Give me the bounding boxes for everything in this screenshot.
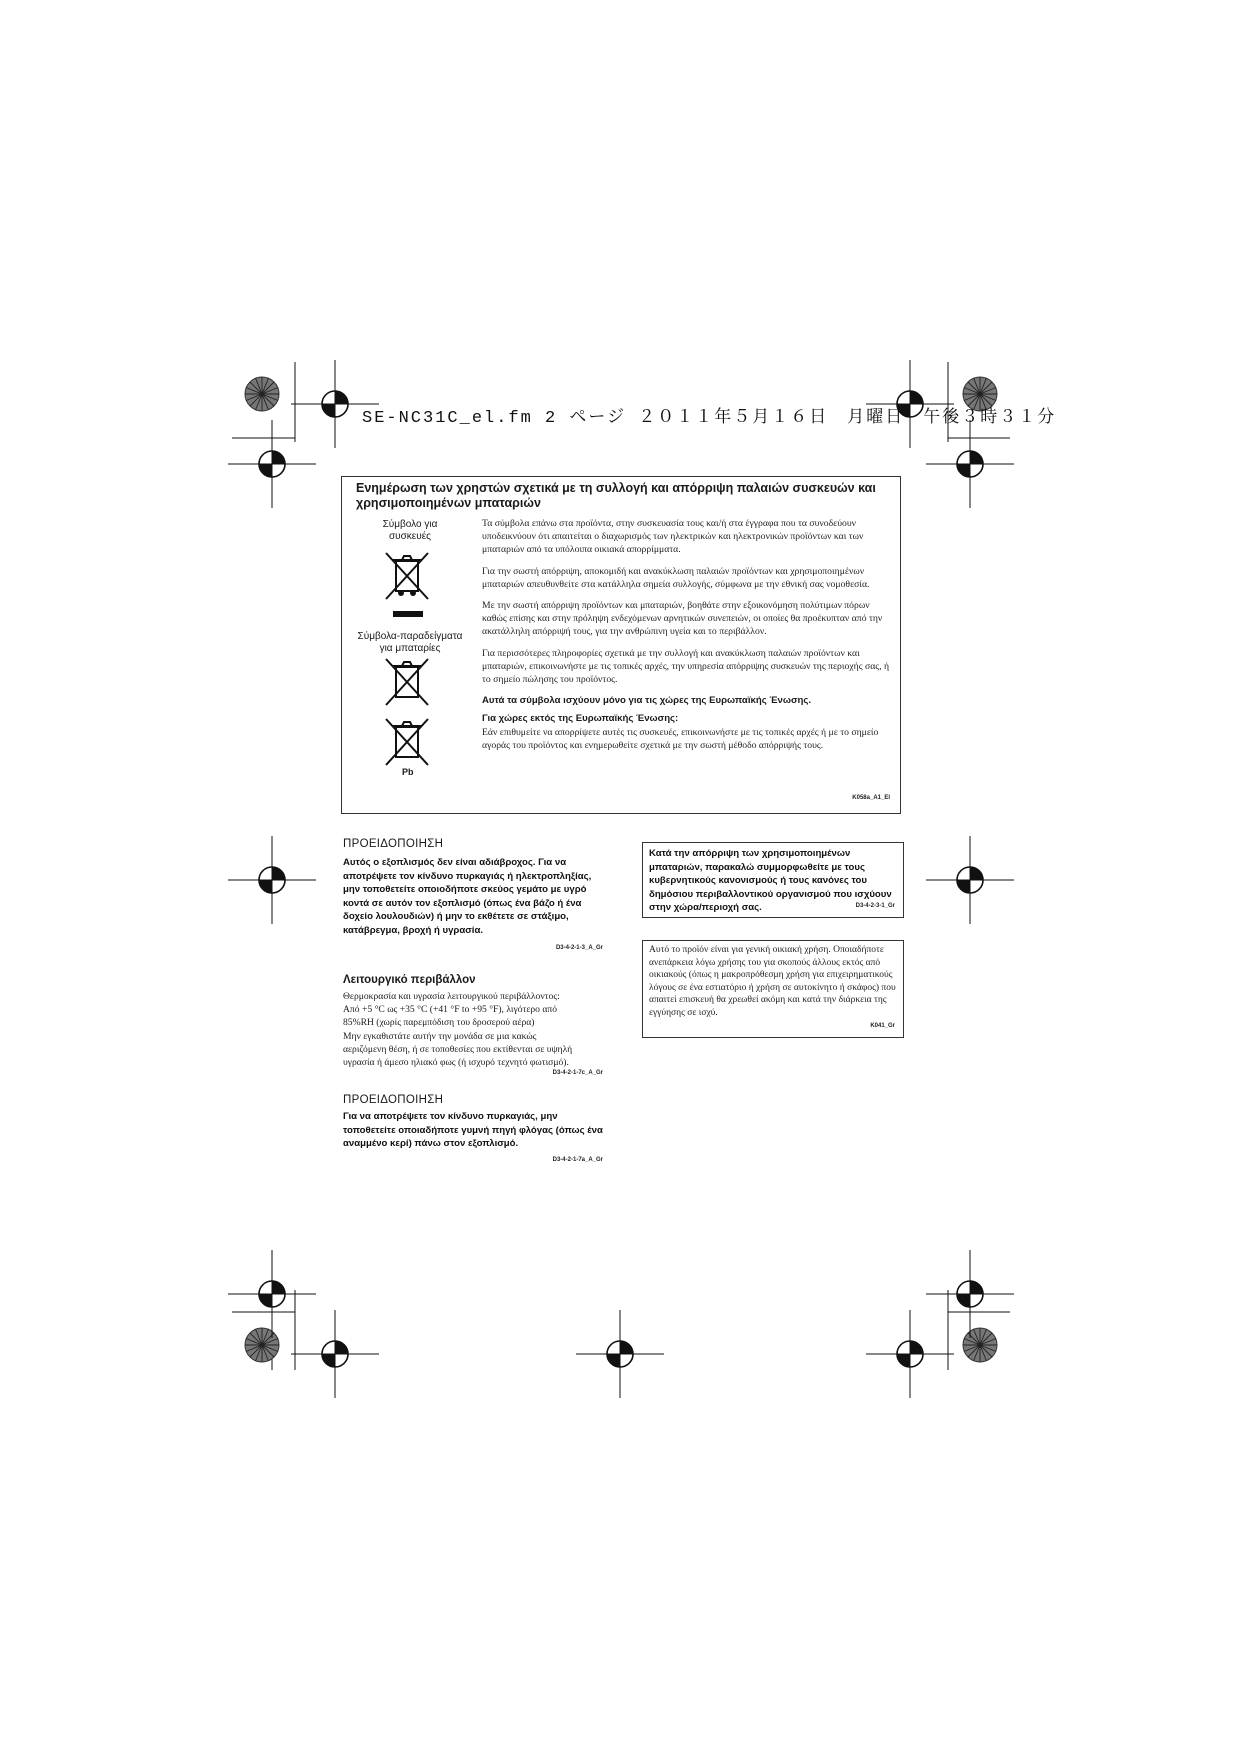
pb-label: Pb bbox=[402, 767, 414, 777]
crossed-pb-bin-icon bbox=[382, 717, 434, 769]
disposal-text-column bbox=[482, 517, 894, 761]
environment-text: Θερμοκρασία και υγρασία λειτουργικού περιβάλλοντος: Από +5 °C ως +35 °C (+41 °F to +95 °F), λιγότερο από 85%RH (χωρίς παρεμπόδιση του δροσερού αέρα) Μην εγκαθιστάτε αυτήν την μονάδα σε μια κακώς αεριζόμενη θέση, ή σε τοποθεσίες που εκτίθενται σε υψηλή υγρασία ή άμεσο ηλιακό φως (ή ισχυρό τεχνητό φωτισμό). bbox=[343, 991, 573, 1069]
household-use-text: Αυτό το προϊόν είναι για γενική οικιακή χρήση. Οποιαδήποτε ανεπάρκεια λόγω χρήσης του για σκοπούς άλλους εκτός από οικιακούς (όπως η μακροπρόθεσμη χρήση για επιχειρηματικούς λόγους σε ένα εστιατόριο ή χρήση σε αυτοκίνητο ή σκάφος) που απαιτεί επισκευή θα χρεωθεί ακόμη και κατά την διάρκεια της εγγύησης σε ισχύ. bbox=[649, 945, 896, 1018]
battery-disposal-text: Κατά την απόρριψη των χρησιμοποιημένων μπαταριών, παρακαλώ συμμορφωθείτε με τους κυβερνητικούς κανονισμούς ή τους κανόνες του δημόσιου περιβαλλοντικού οργανισμού που ισχύουν στην χώρα/περιοχή σας. bbox=[649, 848, 892, 913]
crossed-battery-bin-icon bbox=[382, 657, 434, 709]
environment-heading: Λειτουργικό περιβάλλον bbox=[343, 974, 476, 986]
symbol-batteries-label: Σύμβολα-παραδείγματα για μπαταρίες bbox=[357, 631, 463, 654]
household-use-code: K041_Gr bbox=[870, 1023, 895, 1029]
non-eu-heading: Για χώρες εκτός της Ευρωπαϊκής Ένωσης: bbox=[482, 713, 679, 725]
warning-heading: ΠΡΟΕΙΔΟΠΟΙΗΣΗ bbox=[343, 1094, 444, 1106]
disposal-code: K058a_A1_El bbox=[852, 795, 890, 801]
household-use-box bbox=[642, 940, 904, 1038]
crossed-bin-icon bbox=[382, 551, 434, 621]
non-eu-text: Εάν επιθυμείτε να απορρίψετε αυτές τις συσκευές, επικοινωνήστε με τις τοπικές αρχές ή με το σημείο αγοράς του προϊόντος και ενημερωθείτε σχετικά με την σωστή μέθοδο απόρριψής τους. bbox=[482, 727, 879, 752]
environment-code: D3-4-2-1-7c_A_Gr bbox=[552, 1070, 603, 1076]
file-header-label: SE-NC31C_el.fm 2 ページ ２０１１年５月１６日 月曜日 午後３時３１分 bbox=[362, 409, 1057, 428]
warning-text: Αυτός ο εξοπλισμός δεν είναι αδιάβροχος. Για να αποτρέψετε τον κίνδυνο πυρκαγιάς ή ηλεκτροπληξίας, μην τοποθετείτε οποιοδήποτε σκεύος γεμάτο με υγρό κοντά σε αυτόν τον εξοπλισμό (όπως ένα βάζο ή ένα δοχείο λουλουδιών) ή μην το εκθέτετε σε στάξιμο, κατάβρεγμα, βροχή ή υγρασία. bbox=[343, 857, 592, 936]
warning-code: D3-4-2-1-7a_A_Gr bbox=[552, 1157, 603, 1163]
warning-code: D3-4-2-1-3_A_Gr bbox=[555, 945, 603, 951]
battery-disposal-code: D3-4-2-3-1_Gr bbox=[855, 903, 895, 909]
eu-only-note: Αυτά τα σύμβολα ισχύουν μόνο για τις χώρες της Ευρωπαϊκής Ένωσης. bbox=[482, 695, 812, 707]
warning-text: Για να αποτρέψετε τον κίνδυνο πυρκαγιάς, μην τοποθετείτε οποιαδήποτε γυμνή πηγή φλόγας (όπως ένα αναμμένο κερί) πάνω στον εξοπλισμό. bbox=[343, 1111, 603, 1149]
disposal-paragraph: Με την σωστή απόρριψη προϊόντων και μπαταριών, βοηθάτε στην εξοικονόμηση πολύτιμων πόρων καθώς επίσης και στην πρόληψη ενδεχόμενων αρνητικών συνεπειών, οι οποίες θα προέκυπταν από την ακατάλληλη απόρριψή τους, για την ανθρώπινη υγεία και το περιβάλλον. bbox=[482, 600, 883, 638]
disposal-paragraph: Για την σωστή απόρριψη, αποκομιδή και ανακύκλωση παλαιών προϊόντων και χρησιμοποιημένων μπαταριών απευθυνθείτε στα κατάλληλα σημεία συλλογής, σύμφωνα με την εθνική σας νομοθεσία. bbox=[482, 565, 870, 590]
symbol-devices-label: Σύμβολο για συσκευές bbox=[382, 519, 438, 542]
disposal-info-box bbox=[341, 476, 901, 814]
battery-disposal-box bbox=[642, 842, 904, 918]
disposal-paragraph: Τα σύμβολα επάνω στα προϊόντα, στην συσκευασία τους και/ή στα έγγραφα που τα συνοδεύουν υποδεικνύουν ότι απαιτείται ο διαχωρισμός των ηλεκτρικών και ηλεκτρονικών προϊόντων και των μπαταριών από τα υπόλοιπα οικιακά απορρίμματα. bbox=[482, 518, 864, 556]
disposal-title: Ενημέρωση των χρηστών σχετικά με τη συλλογή και απόρριψη παλαιών συσκευών και χρησιμοποιημένων μπαταριών bbox=[356, 481, 876, 510]
disposal-paragraph: Για περισσότερες πληροφορίες σχετικά με την συλλογή και ανακύκλωση παλαιών προϊόντων και μπαταριών, επικοινωνήστε με τις τοπικές αρχές, την υπηρεσία απόρριψης συσκευών της περιοχής σας, ή το σημείο πώλησης του προϊόντος. bbox=[482, 647, 890, 686]
warning-heading: ΠΡΟΕΙΔΟΠΟΙΗΣΗ bbox=[343, 838, 444, 850]
